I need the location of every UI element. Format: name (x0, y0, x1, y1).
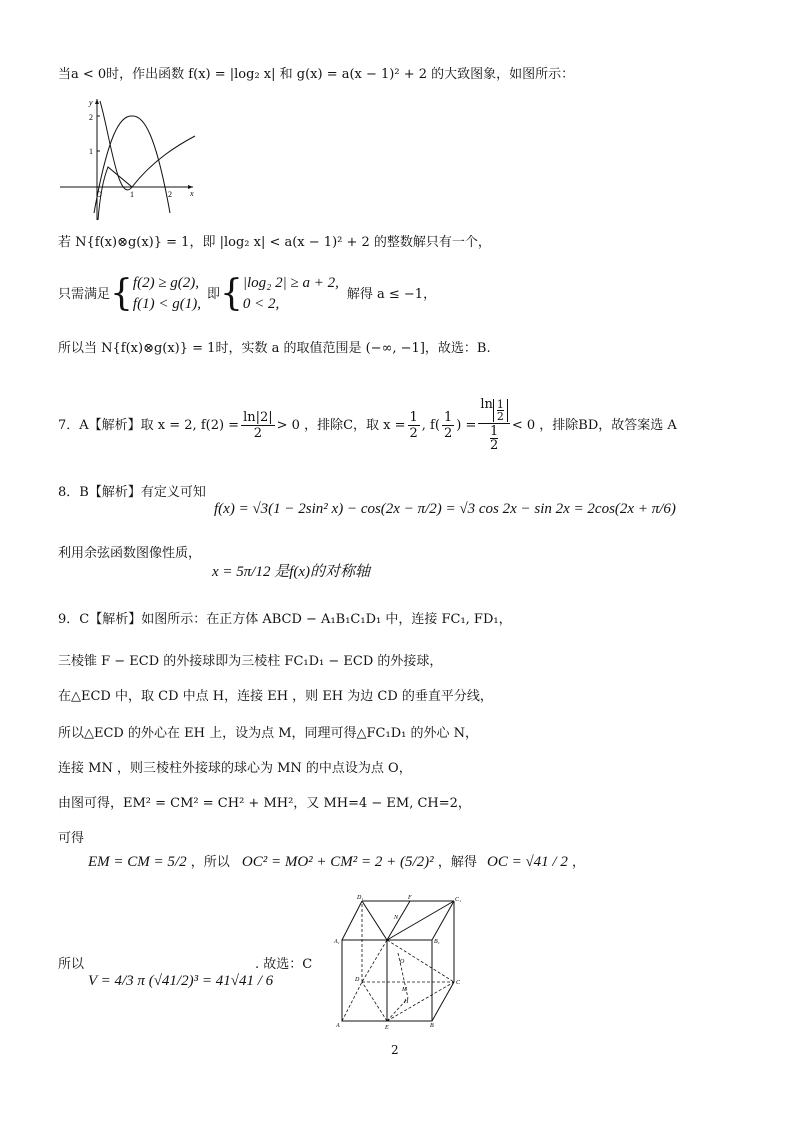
x-axis-label: x (190, 189, 194, 198)
question-9-line-d (58, 727, 478, 740)
label-D: D (355, 977, 360, 983)
label-N: N (394, 915, 399, 921)
q7-part-a: 7．A【解析】取 x = 2, f(2) = (58, 417, 240, 433)
left-brace-2: { (219, 273, 243, 314)
q7-part-b: > 0 ，排除C，取 x = (276, 417, 406, 433)
tick-label-y2: 2 (89, 113, 93, 122)
q7-frac-half-2: $\frac{1}{2}$ (443, 409, 453, 441)
q9-g-lead: 可得 (58, 831, 85, 846)
condition-text: 若 N{f(x)⊗g(x)} = 1，即 |log₂ x| < a(x − 1)² + 2 的整数解只有一个， (58, 235, 491, 250)
page-number: 2 (391, 1043, 399, 1057)
q9-h-tail: . 故选：C (255, 957, 313, 972)
label-F: F (408, 895, 412, 901)
paragraph-conclusion (58, 342, 491, 355)
inequality-system-1 (133, 276, 201, 312)
q7-frac-1: $\frac{\ln|2|}{2}$ (243, 409, 273, 441)
conclusion-text: 所以当 N{f(x)⊗g(x)} = 1时，实数 a 的取值范围是 (−∞, −1]，故选：B. (58, 341, 491, 356)
ineq-1a: f(2) ≥ g(2), (132, 275, 200, 291)
q7-part-d: ) = (456, 417, 477, 433)
q9-h-volume: V = 4/3 π (√41/2)³ = 41√41 / 6 (88, 973, 274, 989)
system-connector: 即 (206, 286, 220, 302)
question-9-line-g-lead (58, 832, 84, 845)
ineq-2b: 0 < 2, (242, 296, 280, 312)
label-A: A (336, 1023, 340, 1029)
ineq-2a: |log₂ 2| ≥ a + 2, (242, 275, 339, 291)
q7-part-e: < 0 ，排除BD，故答案选 A (511, 417, 677, 433)
system-result: 解得 a ≤ −1， (346, 286, 437, 302)
question-9-intro (58, 613, 512, 626)
q9-line-e-text: 连接 MN ，则三棱柱外接球的球心为 MN 的中点设为点 O， (58, 761, 412, 776)
q9-line-d-text: 所以△ECD 的外心在 EH 上，设为点 M，同理可得△FC₁D₁ 的外心 N， (58, 726, 478, 741)
function-graph (58, 95, 198, 225)
question-9-line-e (58, 762, 412, 775)
q9-g-oc2: OC² = MO² + CM² = 2 + (5/2)² (241, 854, 434, 870)
q9-g-end: ， (571, 855, 585, 870)
q9-line-a: 9．C【解析】如图所示：在正方体 ABCD − A₁B₁C₁D₁ 中，连接 FC₁, FD₁， (58, 612, 512, 627)
tick-label-x1: 1 (130, 190, 134, 199)
q7-part-c: , f( (421, 417, 440, 433)
question-9-line-c (58, 690, 493, 703)
q8-axis-text: x = 5π/12 是f(x)的对称轴 (212, 564, 371, 580)
q9-h-lead: 所以 (58, 957, 85, 972)
log-curve (98, 136, 195, 220)
question-8-formula (214, 502, 676, 517)
label-O: O (400, 959, 405, 965)
q8-note: 利用余弦函数图像性质， (58, 546, 202, 561)
q9-line-c-text: 在△ECD 中，取 CD 中点 H，连接 EH ，则 EH 为边 CD 的垂直平分线， (58, 689, 493, 704)
paragraph-intro (58, 68, 574, 81)
question-9-line-g (88, 855, 585, 870)
q9-g-em: EM = CM = 5/2 (88, 854, 187, 870)
label-B: B (430, 1023, 434, 1029)
q9-line-f-text: 由图可得，EM² = CM² = CH² + MH²，又 MH=4 − EM, CH=2， (58, 796, 471, 811)
ineq-1b: f(1) < g(1), (132, 296, 201, 312)
question-8-note (58, 547, 201, 560)
question-9-line-h (88, 974, 273, 989)
tick-label-x2: 2 (168, 190, 172, 199)
q9-g-jiede: ，解得 (437, 855, 477, 870)
q9-line-b-text: 三棱锥 F − ECD 的外接球即为三棱柱 FC₁D₁ − ECD 的外接球， (58, 654, 443, 669)
question-9-line-h-tail (255, 958, 312, 971)
tick-label-y1: 1 (89, 147, 93, 156)
question-9-line-h-lead (58, 958, 84, 971)
inequality-system-2 (243, 276, 339, 312)
label-H: H (404, 999, 409, 1005)
left-brace: { (110, 273, 133, 314)
question-8-axis (212, 565, 370, 580)
q9-g-suo: ，所以 (190, 855, 230, 870)
paragraph-system (58, 273, 437, 314)
q8-formula: f(x) = √3(1 − 2sin² x) − cos(2x − π/2) = √3 cos 2x − sin 2x = 2cos(2x + π/6) (214, 501, 676, 517)
q8-part-a: 8．B【解析】有定义可知 (58, 485, 206, 500)
question-7 (58, 398, 677, 452)
intro-text: 当a < 0时，作出函数 f(x) = |log₂ x| 和 g(x) = a(x − 1)² + 2 的大致图象，如图所示： (58, 67, 575, 82)
question-9-line-f (58, 797, 471, 810)
paragraph-condition (58, 236, 491, 249)
question-9-line-b (58, 655, 442, 668)
q7-frac-big: ln $\frac{1}{2}$ 1 2 (478, 398, 510, 452)
origin-label: O (96, 190, 102, 199)
label-B1: B₁ (434, 939, 440, 945)
label-D1: D₁ (357, 895, 364, 901)
q7-frac-half-1: $\frac{1}{2}$ (409, 409, 418, 441)
question-8-header (58, 486, 206, 499)
label-M: M (402, 987, 407, 993)
q9-g-oc: OC = √41 / 2 (486, 854, 568, 870)
label-E: E (385, 1025, 389, 1030)
system-lead: 只需满足 (58, 286, 111, 302)
label-C: C (456, 980, 461, 986)
cube-figure (330, 893, 465, 1030)
label-A1: A₁ (334, 939, 340, 945)
label-C1: C₁ (455, 897, 462, 903)
y-axis-label: y (89, 98, 93, 107)
